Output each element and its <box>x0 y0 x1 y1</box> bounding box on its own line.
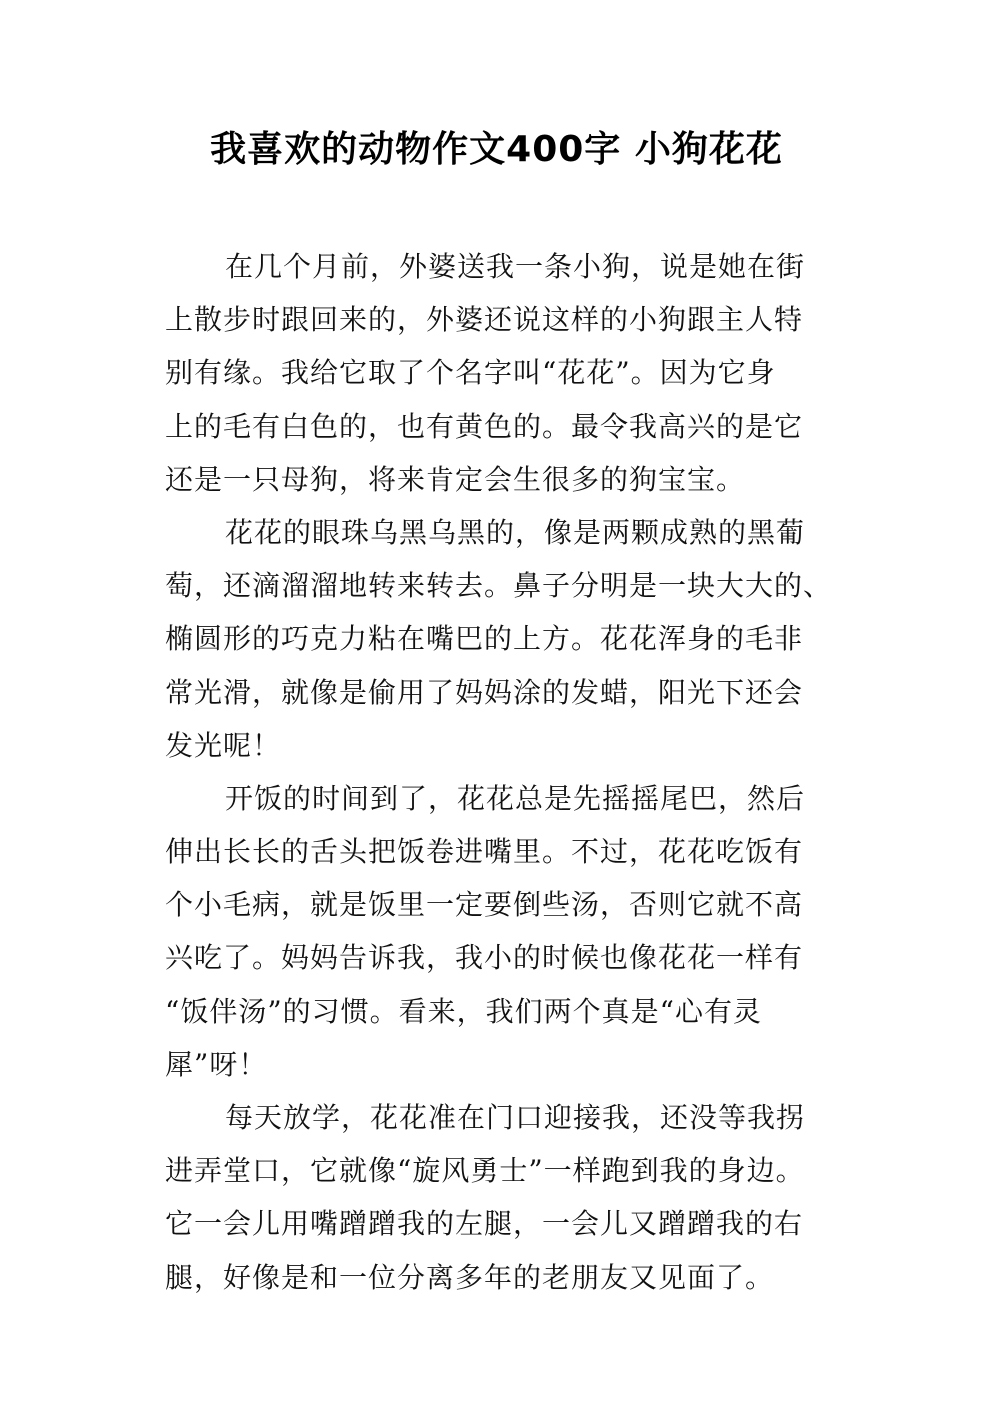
paragraph-4 <box>165 1091 865 1304</box>
paragraph-3 <box>165 772 865 1091</box>
paragraph-2 <box>165 506 865 772</box>
text-line: 上散步时跟回来的，外婆还说这样的小狗跟主人特 <box>165 303 804 337</box>
text-line: 伸出长长的舌头把饭卷进嘴里。不过，花花吃饭有 <box>165 835 804 869</box>
document-body <box>165 240 865 1304</box>
text-line: 它一会儿用嘴蹭蹭我的左腿，一会儿又蹭蹭我的右 <box>165 1207 804 1241</box>
text-line: 还是一只母狗，将来肯定会生很多的狗宝宝。 <box>165 462 746 496</box>
text-line: 犀”呀！ <box>165 1047 268 1081</box>
document-title: 我喜欢的动物作文400字 小狗花花 <box>210 129 783 170</box>
paragraph-1 <box>165 240 865 506</box>
text-line: 在几个月前，外婆送我一条小狗，说是她在街 <box>225 250 806 283</box>
text-line: “饭伴汤”的习惯。看来，我们两个真是“心有灵 <box>165 994 762 1028</box>
text-line: 开饭的时间到了，花花总是先摇摇尾巴，然后 <box>225 781 806 815</box>
text-line: 别有缘。我给它取了个名字叫“花花”。因为它身 <box>165 356 776 390</box>
text-line: 每天放学，花花准在门口迎接我，还没等我拐 <box>225 1101 806 1134</box>
text-line: 上的毛有白色的，也有黄色的。最令我高兴的是它 <box>165 409 804 443</box>
text-line: 进弄堂口，它就像“旋风勇士”一样跑到我的身边。 <box>165 1154 805 1188</box>
text-line: 椭圆形的巧克力粘在嘴巴的上方。花花浑身的毛非 <box>165 622 804 656</box>
text-line: 兴吃了。妈妈告诉我，我小的时候也像花花一样有 <box>165 941 804 975</box>
text-line: 个小毛病，就是饭里一定要倒些汤，否则它就不高 <box>165 888 804 922</box>
text-line: 萄，还滴溜溜地转来转去。鼻子分明是一块大大的、 <box>165 569 833 603</box>
text-line: 常光滑，就像是偷用了妈妈涂的发蜡，阳光下还会 <box>165 675 804 709</box>
text-line: 发光呢！ <box>165 728 282 762</box>
text-line: 腿，好像是和一位分离多年的老朋友又见面了。 <box>165 1260 775 1294</box>
text-line: 花花的眼珠乌黑乌黑的，像是两颗成熟的黑葡 <box>225 515 806 549</box>
